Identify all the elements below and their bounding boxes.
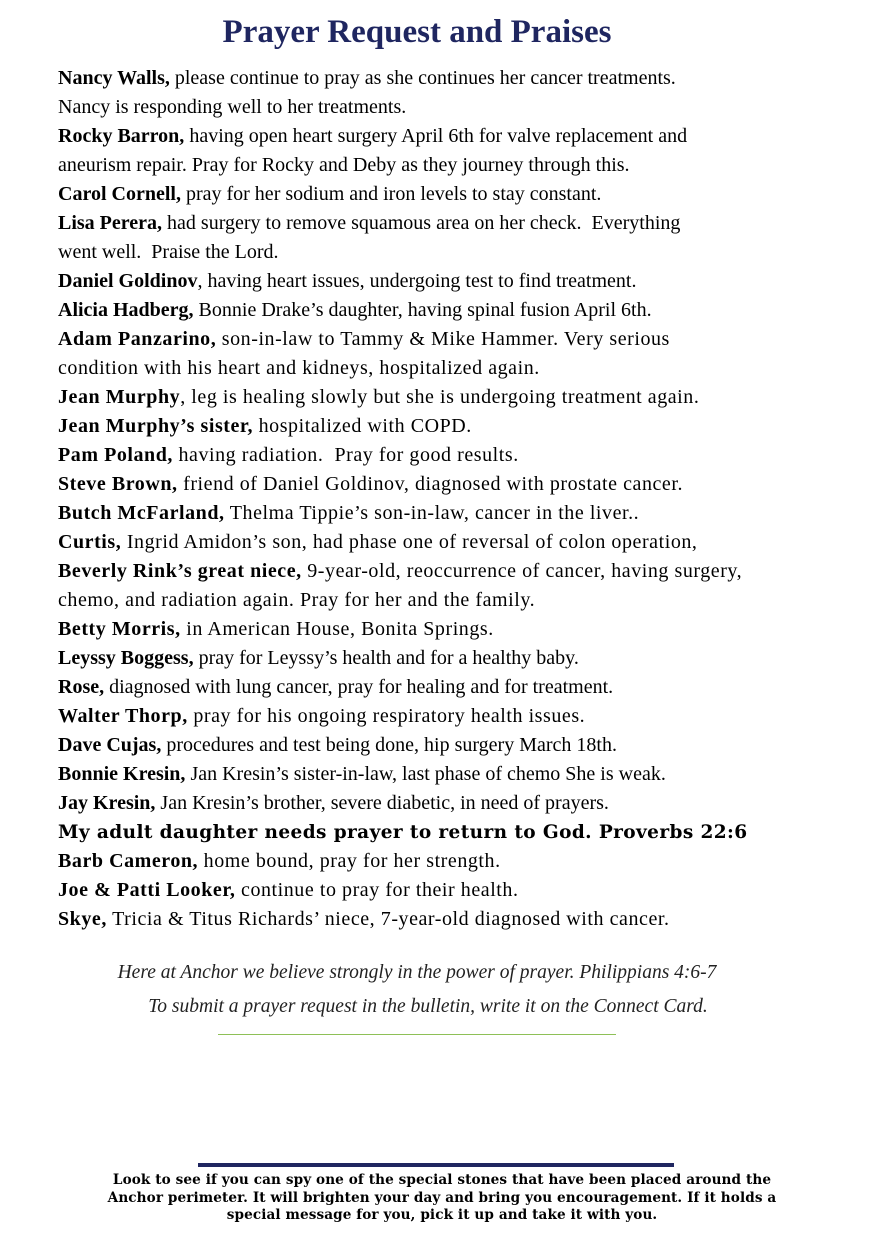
request-name: Barb Cameron, (58, 850, 199, 872)
request-name: Adam Panzarino, (58, 328, 217, 350)
request-item (58, 383, 858, 412)
request-item (58, 470, 858, 499)
request-item (58, 325, 858, 383)
green-divider (218, 1034, 616, 1035)
request-text: , leg is healing slowly but she is undergoing treatment again. (180, 386, 700, 408)
request-name: Curtis, (58, 531, 122, 553)
request-name: Nancy Walls, (58, 67, 170, 89)
request-text: Tricia & Titus Richards’ niece, 7-year-old diagnosed with cancer. (106, 908, 670, 930)
request-name: Leyssy Boggess, (58, 647, 194, 669)
prayer-request-list (58, 64, 858, 934)
request-text: hospitalized with COPD. (253, 415, 472, 437)
request-name: Bonnie Kresin, (58, 763, 186, 785)
page-title: Prayer Request and Praises (222, 14, 612, 50)
request-text: having open heart surgery April 6th for valve replacement and aneurism repair. Pray for Rocky and Deby as they journey through this. (58, 125, 688, 176)
request-item (58, 499, 858, 528)
request-item (58, 760, 858, 789)
request-name: Joe & Patti Looker, (58, 879, 236, 901)
request-item (58, 296, 858, 325)
request-text: Bonnie Drake’s daughter, having spinal fusion April 6th. (193, 299, 652, 321)
request-item (58, 673, 858, 702)
request-item (58, 731, 858, 760)
request-name: Dave Cujas, (58, 734, 162, 756)
request-name: Skye, (58, 908, 107, 930)
request-name: My adult daughter needs prayer to return to God. Proverbs 22:6 (58, 822, 748, 843)
request-item (58, 847, 858, 876)
request-item (58, 702, 858, 731)
request-item (58, 876, 858, 905)
request-text: continue to pray for their health. (235, 879, 519, 901)
request-name: Jay Kresin, (58, 792, 156, 814)
request-text: pray for his ongoing respiratory health issues. (187, 705, 586, 727)
request-name: Jean Murphy (58, 386, 181, 408)
request-name: Daniel Goldinov (58, 270, 198, 292)
request-text: diagnosed with lung cancer, pray for healing and for treatment. (104, 676, 614, 698)
request-text: procedures and test being done, hip surgery March 18th. (161, 734, 617, 756)
request-text: Jan Kresin’s brother, severe diabetic, in need of prayers. (155, 792, 609, 814)
request-text: , having heart issues, undergoing test to find treatment. (197, 270, 637, 292)
request-text: Ingrid Amidon’s son, had phase one of reversal of colon operation, (121, 531, 698, 553)
request-item (58, 209, 858, 267)
special-stones-note: Look to see if you can spy one of the special stones that have been placed around the Anchor perimeter. It will brighten your day and bring you encouragement. If it holds a special message for you, pick it up and take it with you. (107, 1172, 777, 1223)
request-item (58, 528, 858, 557)
request-text: pray for her sodium and iron levels to stay constant. (180, 183, 602, 205)
request-item (58, 64, 858, 122)
request-item (58, 905, 858, 934)
request-text: home bound, pray for her strength. (198, 850, 501, 872)
navy-divider (198, 1163, 674, 1167)
request-name: Rose, (58, 676, 105, 698)
request-text: please continue to pray as she continues her cancer treatments. Nancy is responding well to her treatments. (58, 67, 676, 118)
request-name: Pam Poland, (58, 444, 173, 466)
request-name: Steve Brown, (58, 473, 178, 495)
request-text: having radiation. Pray for good results. (172, 444, 519, 466)
request-text: 9-year-old, reoccurrence of cancer, having surgery, chemo, and radiation again. Pray for her and the family. (58, 560, 743, 611)
request-text: Thelma Tippie’s son-in-law, cancer in the liver.. (224, 502, 640, 524)
request-text: son-in-law to Tammy & Mike Hammer. Very serious condition with his heart and kidneys, hospitalized again. (58, 328, 670, 379)
request-item (58, 122, 858, 180)
closing-note (0, 956, 834, 1024)
request-name: Beverly Rink’s great niece, (58, 560, 302, 582)
request-name: Betty Morris, (58, 618, 181, 640)
closing-line-2: To submit a prayer request in the bulletin, write it on the Connect Card. (148, 996, 708, 1017)
request-text: had surgery to remove squamous area on her check. Everything went well. Praise the Lord. (58, 212, 681, 263)
request-name: Carol Cornell, (58, 183, 181, 205)
request-item (58, 441, 858, 470)
request-item (58, 818, 858, 847)
request-name: Butch McFarland, (58, 502, 225, 524)
request-name: Walter Thorp, (58, 705, 188, 727)
request-item (58, 557, 858, 615)
request-item (58, 412, 858, 441)
request-item (58, 267, 858, 296)
request-item (58, 789, 858, 818)
request-text: friend of Daniel Goldinov, diagnosed with prostate cancer. (177, 473, 684, 495)
request-text: Jan Kresin’s sister-in-law, last phase of chemo She is weak. (185, 763, 666, 785)
request-name: Alicia Hadberg, (58, 299, 194, 321)
request-name: Lisa Perera, (58, 212, 163, 234)
request-item (58, 644, 858, 673)
request-item (58, 615, 858, 644)
request-text: pray for Leyssy’s health and for a healthy baby. (193, 647, 579, 669)
request-text: in American House, Bonita Springs. (180, 618, 494, 640)
closing-line-1: Here at Anchor we believe strongly in the power of prayer. Philippians 4:6-7 (117, 962, 717, 983)
request-item (58, 180, 858, 209)
request-name: Rocky Barron, (58, 125, 185, 147)
request-name: Jean Murphy’s sister, (58, 415, 254, 437)
